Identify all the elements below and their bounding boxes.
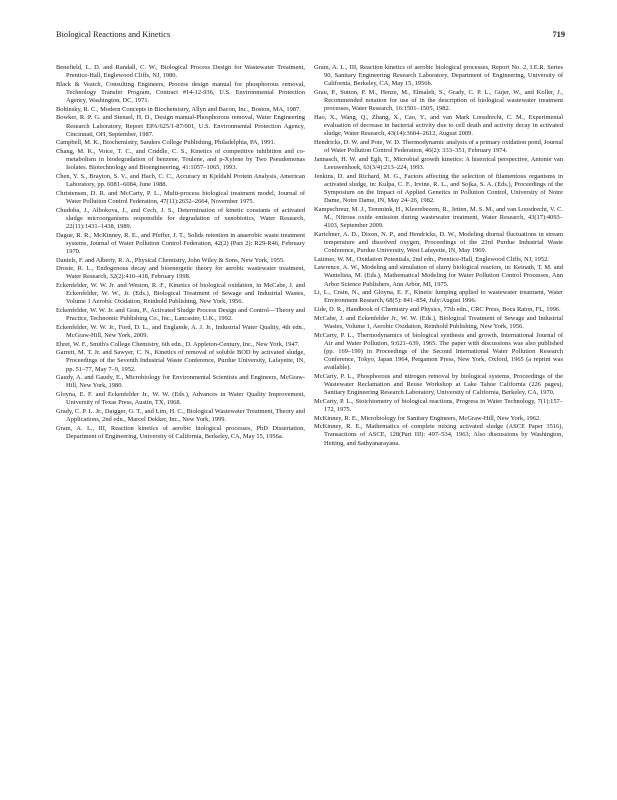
reference-entry: Droste, R. L., Endogenous decay and bioenergetic theory for aerobic wastewater treatment, Water Research, 32(2):410–418, February 1998. xyxy=(56,265,305,281)
reference-entry: Eckenfelder, W. W. Jr., Ford, D. L., and Englande, A. J. Jr., Industrial Water Quality, 4th edn., McGraw-Hill, New York, 2009. xyxy=(56,323,305,339)
reference-entry: McCarty, P. L., Stoichiometry of biological reactions, Progress in Water Technology, 7(1):157–172, 1975. xyxy=(314,397,563,413)
reference-entry: Jannasch, H. W. and Egli, T., Microbial growth kinetics: A historical perspective, Antonie van Leeuwenhoek, 63(3/4):213–224, 1993. xyxy=(314,155,563,171)
running-title: Biological Reactions and Kinetics xyxy=(56,30,171,39)
reference-entry: Chen, Y. S., Brayton, S. V., and Hach, C. C., Accuracy in Kjeldahl Protein Analysis, American Laboratory, pp. 6081–6084, June 1988. xyxy=(56,173,305,189)
reference-entry: McCarty, P. L., Thermodynamics of biological synthesis and growth, International Journal of Air and Water Pollution, 9:621–639, 1965. The paper with discussions was also published (pp. 169–199) in Proceedings of the Second International Water Pollution Research Conference, Tokyo, Japan 1964, Pergamon Press, New York, Oxford, 1965 (a reprint was available). xyxy=(314,331,563,372)
reference-entry: Gloyna, E. F. and Eckenfelder Jr., W. W. (Eds.), Advances in Water Quality Improvement, University of Texas Press, Austin, TX, 1968. xyxy=(56,391,305,407)
reference-entry: Eckenfelder, W. W. Jr. and Weston, R. F., Kinetics of biological oxidation, in McCabe, J. and Eckenfelder, W. W., Jr. (Eds.), Biological Treatment of Sewage and Industrial Wastes, Volume 1 Aerobic Oxidation, Reinhold Publishing, New York, 1956. xyxy=(56,282,305,306)
reference-entry: Hao, X., Wang, Q., Zhang, X., Cao, Y., and van Mark Loosdrecht, C. M., Experimental evaluation of decrease in bacterial activity due to cell death and activity decay in activated sludge, Water Research, 43(14):3604–2612, August 2009. xyxy=(314,113,563,138)
reference-entry: McCarty, P. L., Phosphorous and nitrogen removal by biological systems, Proceedings of the Wastewater Reclamation and Reuse Workshop at Lake Tahoe California (226 pages), Sanitary Engineering Research Laboratory, University of California, Berkeley, CA, 1970. xyxy=(314,372,563,397)
reference-entry: Kartchner, A. D., Dixon, N. P., and Hendricks, D. W., Modeling diurnal fluctuations in stream temperature and dissolved oxygen, Proceedings of the 23rd Purdue Industrial Waste Conference, Purdue University, West Lafayette, IN, May 1969. xyxy=(314,230,563,254)
reference-entry: Chudoba, J., Albokova, J., and Cech, J. S., Determination of kinetic constants of activated sludge microorganisms responsible for degradation of xenobiotics, Water Research, 22(11):1431–1438, 1989. xyxy=(56,206,305,230)
reference-entry: Gram, A. L., III, Reaction kinetics of aerobic biological processes, Report No. 2, I.E.R. Series 90, Sanitary Engineering Research Laboratory, Department of Engineering, University of California, Berkeley, CA, May 15, 1956b. xyxy=(314,64,563,88)
reference-entry: Grau, P., Sutton, P. M., Henze, M., Elmaleh, S., Grady, C. P. L., Gujer, W., and Koller, J., Recommended notation for use of in the description of biological wastewater treatment processes, Water Research, 16:1501–1505, 1982. xyxy=(314,88,563,113)
reference-entry: Li, L., Crain, N., and Gloyna, E. F., Kinetic lumping applied to wastewater treatment, Water Environment Research, 68(5): 841–854, July/August 1996. xyxy=(314,289,563,305)
reference-entry: McKinney, R. E., Microbiology for Sanitary Engineers, McGraw-Hill, New York, 1962. xyxy=(314,414,541,422)
reference-entry: McCabe, J. and Eckenfelder Jr., W. W. (Eds.), Biological Treatment of Sewage and Industrial Wastes, Volume 1, Aerobic Oxidation, Reinhold Publishing, New York, 1956. xyxy=(314,314,563,330)
reference-entry: Daniels, F. and Alberty, R. A., Physical Chemistry, John Wiley & Sons, New York, 1955. xyxy=(56,256,285,264)
reference-entry: Lide, D. R., Handbook of Chemistry and Physics, 77th edn., CRC Press, Boca Raton, FL, 1996. xyxy=(314,306,561,314)
reference-entry: McKinney, R. E., Mathematics of complete mixing activated sludge (ASCE Paper 3516), Transactions of ASCE, 128(Part III): 497–534, 1963; Also discussions by Washington, Hetting, and Sathyanarayana. xyxy=(314,423,563,447)
reference-entry: Campbell, M. K., Biochemistry, Sanders College Publishing, Philadelphia, PA, 1991. xyxy=(56,139,276,147)
page-number: 719 xyxy=(552,30,565,39)
reference-entry: Dague, R. R., McKinney, R. E., and Pfeffer, J. T., Solids retention in anaerobic waste treatment systems, Journal of Water Pollution Control Federation, 42(2) (Part 2): R29-R46, February 1970. xyxy=(56,231,305,255)
reference-entry: Eckenfelder, W. W. Jr. and Grau, P., Activated Sludge Process Design and Control—Theory and Practice, Technomic Publishing Co., Inc., Lancaster, U.K., 1992. xyxy=(56,307,305,323)
reference-entry: Christensen, D. R. and McCarty, P. L., Multi-process biological treatment model, Journal of Water Pollution Control Federation, 47(11):2652–2664, November 1975. xyxy=(56,189,305,205)
reference-entry: Gram, A. L., III, Reaction kinetics of aerobic biological processes, PhD Dissertation, Department of Engineering, University of California, Berkeley, CA, May 15, 1956a. xyxy=(56,424,305,440)
reference-entry: Kampschreur, M. J., Temmink, H., Kleerebezem, R., Jetten, M. S. M., and van Loosdrecht, V. C. M., Nitrous oxide emission during wastewater treatment, Water Research, 43(17):4093–4103, September 2009. xyxy=(314,205,563,229)
reference-entry: Gaudy, A. and Gaudy, E., Microbiology for Environmental Scientists and Engineers, McGraw-Hill, New York, 1980. xyxy=(56,374,305,390)
reference-entry: Hendricks, D. W. and Pote, W. D. Thermodynamic analysis of a primary oxidation pond, Journal of Water Pollution Control Federation, 46(2): 333–351, February 1974. xyxy=(314,138,563,155)
reference-entry: Bowker, R. P. G. and Stensel, H. D., Design manual-Phosphorous removal, Water Engineering Research Laboratory, Report EPA/625/1-87/001, U.S. Environmental Protection Agency, Cincinnati, OH, September, 1987. xyxy=(56,114,305,138)
reference-entry: Ehret, W. F., Smith's College Chemistry, 6th edn., D. Appleton-Century, Inc., New York, 1947. xyxy=(56,340,300,348)
right-reference-column xyxy=(314,64,563,448)
reference-entry: Black & Veatch, Consulting Engineers, Process design manual for phosphorous removal, Technology Transfer Program, Contract #14-12-936, U.S. Environmental Protection Agency, Washington, DC, 1971. xyxy=(56,80,305,105)
left-reference-column xyxy=(56,64,305,442)
reference-entry: Benefield, L. D. and Randall, C. W., Biological Process Design for Wastewater Treatment, Prentice-Hall, Englewood Cliffs, NJ, 1980. xyxy=(56,64,305,80)
reference-entry: Lawrence, A. W., Modeling and simulation of slurry biological reactors, in: Keinath, T. M. and Wanielista, M. (Eds.), Mathematical Modeling for Water Pollution Control Processes, Ann Arbor Science Publishers, Ann Arbor, MI, 1975. xyxy=(314,264,563,288)
reference-entry: Jenkins, D. and Richard, M. G., Factors affecting the selection of filamentous organisms in activated sludge, in: Kulpa, C. F., Irvine, R. L., and Sojka, S. A. (Eds.), Proceedings of the Symposium on the Impact of Applied Genetics in Pollution Control, University of Notre Dame, Notre Dame, IN, May 24–26, 1982. xyxy=(314,172,563,204)
page-header xyxy=(56,30,565,44)
reference-entry: Garrett, M. T. Jr. and Sawyer, C. N., Kinetics of removal of soluble BOD by activated sludge, Proceedings of the Seventh Industrial Waste Conference, Purdue University, Lafayette, IN, pp. 51–77, May 7–9, 1952. xyxy=(56,349,305,373)
reference-entry: Grady, C. P. L. Jr., Daigger, G. T., and Lim, H. C., Biological Wastewater Treatment, Theory and Applications, 2nd edn., Marcel Dekker, Inc., New York, 1999. xyxy=(56,407,305,424)
reference-entry: Latimer, W. M., Oxidation Potentials, 2nd edn., Prentice-Hall, Englewood Cliffs, NJ, 1952. xyxy=(314,255,549,263)
reference-entry: Bohinsky, R. C., Modern Concepts in Biochemistry, Allyn and Bacon, Inc., Boston, MA, 1987. xyxy=(56,105,301,113)
reference-entry: Chang, M. K., Voice, T. C., and Criddle, C. S., Kinetics of competitive inhibition and co-metabolism in biodegradation of benzene, Toulene, and p-Xylene by Two Pseudomonas Isolates. Biotechnology and Bioengineering, 41:1057–1065, 1993. xyxy=(56,148,305,172)
